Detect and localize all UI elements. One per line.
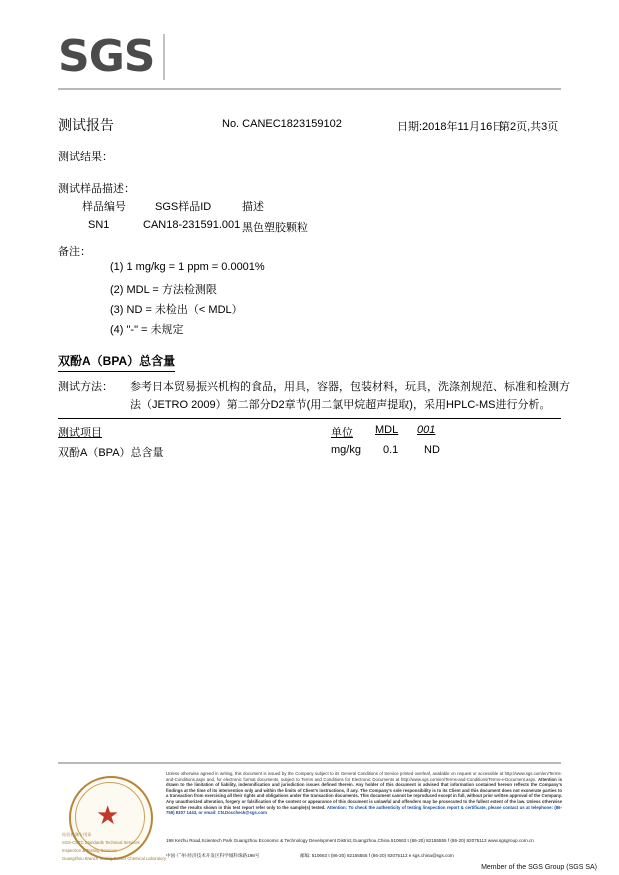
sample-table-header-id: SGS样品ID xyxy=(155,201,212,213)
test-method-line: 参考日本贸易振兴机构的食品，用具，容器，包装材料，玩具，洗涤剂规范、标准和检测方 xyxy=(130,381,570,393)
page-title: 测试报告 xyxy=(58,117,114,133)
footer-address-cn: 中国·广州·经济技术开发区科学城科珠路198号 xyxy=(166,853,260,858)
header-divider xyxy=(58,88,561,90)
sample-table-cell-id: CAN18-231591.001 xyxy=(143,219,241,231)
result-table-divider xyxy=(58,418,561,419)
sgs-logo-text: SGS xyxy=(58,34,165,80)
sample-table-cell-desc: 黑色塑胶颗粒 xyxy=(242,222,308,234)
footer-attention: Attention is drawn to the limitation of liability, indemnification and jurisdiction issues defined therein. Any holder of this document is advised that information contained hereon reflects the Company's findings at the time of its intervention only and within the limits of Client's instructions, if any. The Company's sole responsibility is to its Client and this document does not exonerate parties to a transaction from exercising all their rights and obligations under the transaction documents. This document cannot be reproduced except in full, without prior written approval of the Company. Any unauthorized alteration, forgery or falsification of the content or appearance of this document is unlawful and offenders may be prosecuted to the fullest extent of the law. Unless otherwise stated the results shown in this test report refer only to the sample(s) tested. xyxy=(166,776,562,810)
sample-table-header-no: 样品编号 xyxy=(82,201,126,213)
footer-legal-text xyxy=(166,771,562,816)
footer-verify[interactable]: Attention: To check the authenticity of testing /inspection report & certificate, please contact us at telephone: (86-755) 8307 1443, or email: CN.Doccheck@sgs.com xyxy=(166,804,562,816)
stamp-text-line: 检验检测专用章 xyxy=(62,832,92,837)
official-stamp xyxy=(60,772,166,870)
sample-table-cell-no: SN1 xyxy=(88,219,110,231)
footer-address-contact: 邮编: 510663 t (86-20) 82155555 f (86-20) 82075113 e sgs.china@sgs.com xyxy=(300,853,454,858)
sgs-logo xyxy=(58,31,558,82)
stamp-text-line: Inspection & Testing Services xyxy=(62,848,117,853)
remark-item: (2) MDL = 方法检测限 xyxy=(110,284,217,296)
remark-item: (1) 1 mg/kg = 1 ppm = 0.0001% xyxy=(110,261,265,273)
result-table-header-sample: 001 xyxy=(417,424,436,436)
section-title: 双酚A（BPA）总含量 xyxy=(58,352,175,372)
results-label: 测试结果： xyxy=(58,151,113,163)
remark-label: 备注： xyxy=(58,246,91,258)
result-table-cell-result: ND xyxy=(424,444,440,456)
result-table-header-unit: 单位 xyxy=(331,427,353,439)
report-number: No. CANEC1823159102 xyxy=(222,118,342,130)
result-table-header-mdl: MDL xyxy=(375,424,399,436)
footer-disclaimer: Unless otherwise agreed in writing, this document is issued by the Company subject to its General Conditions of Service printed overleaf, available on request or accessible at http://www.sgs.com/en/Terms-and-Conditions.aspx and, for electronic format documents, subject to Terms and Conditions for Electronic Documents at http://www.sgs.com/en/Terms-and-Conditions/Terms-e-Document.aspx. xyxy=(166,771,562,782)
sample-description-label: 测试样品描述： xyxy=(58,183,135,195)
remark-item: (3) ND = 未检出（< MDL） xyxy=(110,304,243,316)
result-table-header-item: 测试项目 xyxy=(58,427,102,439)
footer-member-text: Member of the SGS Group (SGS SA) xyxy=(481,864,597,871)
result-table-cell-mdl: 0.1 xyxy=(383,444,399,456)
stamp-text-line: Guangzhou Branch Testing Center Chemical Laboratory xyxy=(62,856,166,861)
test-method-line: 法（JETRO 2009）第二部分D2章节(用二氯甲烷超声提取)，采用HPLC-MS进行分析。 xyxy=(130,399,551,411)
sample-table-header-desc: 描述 xyxy=(242,201,264,213)
footer-divider xyxy=(58,762,561,764)
stamp-text-line: SGS-CSTC Standards Technical Services xyxy=(62,840,140,845)
page-indicator: 第2页,共3页 xyxy=(499,121,559,133)
test-method-label: 测试方法： xyxy=(58,381,113,393)
result-table-cell-item: 双酚A（BPA）总含量 xyxy=(58,447,164,459)
remark-item: (4) "-" = 未规定 xyxy=(110,324,184,336)
result-table-cell-unit: mg/kg xyxy=(331,444,361,456)
report-date: 日期:2018年11月16日 xyxy=(397,121,504,133)
star-icon: ★ xyxy=(96,800,120,830)
footer-address-en: 198 Kezhu Road,Scientech Park Guangzhou Economic & Technology Development District,Guangzhou,China 510663 t (86-20) 82155555 f (86-20) 82075113 www.sgsgroup.com.cn xyxy=(166,838,534,843)
